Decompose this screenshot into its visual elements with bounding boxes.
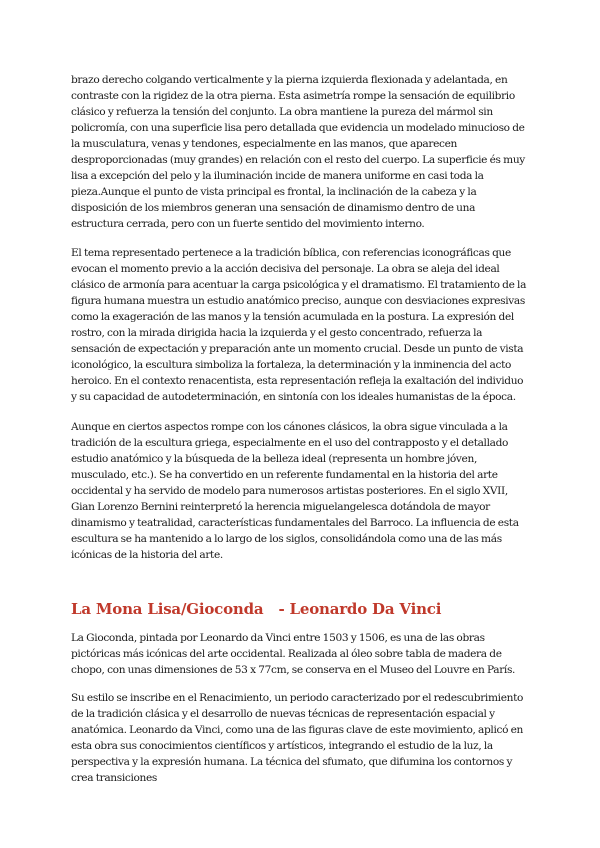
paragraph-gioconda-intro: La Gioconda, pintada por Leonardo da Vinci entre 1503 y 1506, es una de las obras pictóricas más icónicas del arte occidental. Realizada al óleo sobre tabla de madera de chopo, con unas dimensiones de 53 x 77cm, se conserva en el Museo del Louvre en París. (71, 632, 516, 676)
paragraph-gioconda-style: Su estilo se inscribe en el Renacimiento, un periodo caracterizado por el redescubrimiento de la tradición clásica y el desarrollo de nuevas técnicas de representación espacial y anatómica. Leonardo da Vinci, como una de las figuras clave de este movimiento, aplicó en esta obra sus conocimientos científicos y artísticos, integrando el estudio de la luz, la perspectiva y la expresión humana. La técnica del sfumato, que difumina los contornos y crea transiciones (71, 692, 524, 784)
section-heading: La Mona Lisa/Gioconda - Leonardo Da Vinci (71, 600, 442, 618)
paragraph-influence: Aunque en ciertos aspectos rompe con los cánones clásicos, la obra sigue vinculada a la tradición de la escultura griega, especialmente en el uso del contrapposto y el detallado estudio anatómico y la búsqueda de la belleza ideal (representa un hombre jóven, musculado, etc.). Se ha convertido en un referente fundamental en la historia del arte occidental y ha servido de modelo para numerosos artistas posteriores. En el siglo XVII, Gian Lorenzo Bernini reinterpretó la herencia miguelangelesca dotándola de mayor dinamismo y teatralidad, características fundamentales del Barroco. La influencia de esta escultura se ha mantenido a lo largo de los siglos, consolidándola como una de las más icónicas de la historia del arte. (71, 421, 519, 561)
paragraph-iconography: El tema representado pertenece a la tradición bíblica, con referencias iconográficas que evocan el momento previo a la acción decisiva del personaje. La obra se aleja del ideal clásico de armonía para acentuar la carga psicológica y el dramatismo. El tratamiento de la figura humana muestra un estudio anatómico preciso, aunque con desviaciones expresivas como la exageración de las manos y la tensión acumulada en la postura. La expresión del rostro, con la mirada dirigida hacia la izquierda y el gesto concentrado, refuerza la sensación de expectación y preparación ante un momento crucial. Desde un punto de vista iconológico, la escultura simboliza la fortaleza, la determinación y la inminencia del acto heroico. En el contexto renacentista, esta representación refleja la exaltación del individuo y su capacidad de autodeterminación, en sintonía con los ideales humanistas de la época. (71, 247, 527, 403)
paragraph-anatomy: brazo derecho colgando verticalmente y la pierna izquierda flexionada y adelantada, en contraste con la rigidez de la otra pierna. Esta asimetría rompe la sensación de equilibrio clásico y refuerza la tensión del conjunto. La obra mantiene la pureza del mármol sin policromía, con una superficie lisa pero detallada que evidencia un modelado minucioso de la musculatura, venas y tendones, especialmente en las manos, que aparecen desproporcionadas (muy grandes) en relación con el resto del cuerpo. La superficie és muy lisa a excepción del pelo y la iluminación incide de manera uniforme en casi toda la pieza.Aunque el punto de vista principal es frontal, la inclinación de la cabeza y la disposición de los miembros generan una sensación de dinamismo dentro de una estructura cerrada, pero con un fuerte sentido del movimiento interno. (71, 74, 525, 230)
section-body (71, 630, 530, 798)
